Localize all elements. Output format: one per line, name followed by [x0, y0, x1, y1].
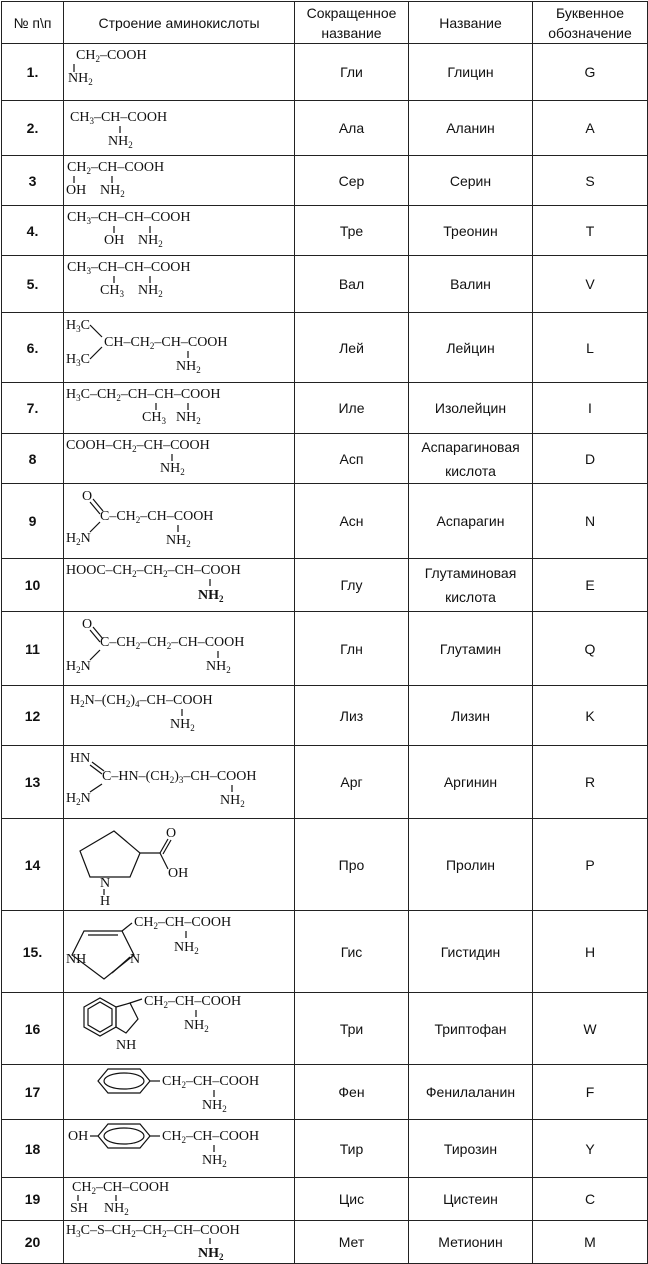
structure-glycine	[64, 44, 295, 101]
row-num: 15.	[2, 911, 64, 993]
row-letter: G	[533, 44, 648, 101]
row-name: Метионин	[409, 1221, 533, 1264]
row-letter: Q	[533, 612, 648, 686]
structure-isoleucine	[64, 383, 295, 434]
row-abbr: Сер	[295, 156, 409, 206]
row-letter: S	[533, 156, 648, 206]
row-name: Лейцин	[409, 313, 533, 383]
table-row	[2, 206, 648, 256]
row-num: 19	[2, 1178, 64, 1221]
svg-text:H2N–(CH2)4–CH–COOH: $H_2N-(CH_2)_4-CH$–COOH	[70, 693, 213, 709]
svg-text:H3C–CH2–CH–CH–COOH: $H_3C-CH_2-CH-CH$–COOH	[66, 387, 221, 403]
svg-text:CH2–COOH: $CH_2$–COOH	[76, 48, 147, 64]
row-letter: F	[533, 1065, 648, 1120]
svg-text:NH2: $NH_2$	[202, 1098, 227, 1114]
row-num: 13	[2, 746, 64, 819]
row-letter: T	[533, 206, 648, 256]
svg-text:O: O	[82, 489, 93, 504]
header-letter: Буквенное обозначение	[533, 2, 648, 44]
svg-text:NH2: $NH_2$	[220, 793, 245, 809]
structure-leucine	[64, 313, 295, 383]
svg-text:OH: OH	[68, 1129, 89, 1144]
svg-text:NH2: $NH_2$	[198, 588, 224, 604]
svg-text:COOH–CH2–CH–COOH: COOH–$CH_2-CH$–COOH	[66, 438, 210, 454]
structure-glutamine	[64, 612, 295, 686]
row-num: 3	[2, 156, 64, 206]
row-letter: V	[533, 256, 648, 313]
row-num: 7.	[2, 383, 64, 434]
table-row	[2, 1178, 648, 1221]
row-abbr: Лей	[295, 313, 409, 383]
table-row	[2, 1221, 648, 1264]
row-abbr: Мет	[295, 1221, 409, 1264]
row-num: 17	[2, 1065, 64, 1120]
structure-alanine	[64, 101, 295, 156]
header-row	[2, 2, 648, 44]
svg-text:CH3–CH–CH–COOH: $CH_3-CH-CH$–COOH	[67, 260, 191, 276]
svg-text:NH2: $NH_2$	[176, 359, 201, 375]
svg-text:H: H	[100, 894, 111, 909]
row-name: Лизин	[409, 686, 533, 746]
row-letter: E	[533, 559, 648, 612]
structure-asparagine	[64, 484, 295, 559]
svg-text:NH2: $NH_2$	[166, 533, 191, 549]
svg-text:NH2: $NH_2$	[206, 659, 231, 675]
row-letter: N	[533, 484, 648, 559]
svg-text:CH3: $CH_3$	[100, 283, 124, 299]
svg-text:OH: OH	[104, 233, 125, 248]
row-letter: R	[533, 746, 648, 819]
table-row	[2, 1065, 648, 1120]
svg-text:CH2–CH–COOH: $CH_2-CH$–COOH	[144, 994, 242, 1010]
row-name: Изолейцин	[409, 383, 533, 434]
row-num: 10	[2, 559, 64, 612]
table-row	[2, 383, 648, 434]
svg-text:CH2–CH–COOH: $CH_2-CH$–COOH	[134, 915, 232, 931]
svg-text:NH2: $NH_2$	[104, 1201, 129, 1217]
row-abbr: Вал	[295, 256, 409, 313]
svg-text:N: N	[100, 876, 111, 891]
svg-text:NH2: $NH_2$	[198, 1246, 224, 1262]
row-num: 11	[2, 612, 64, 686]
structure-arginine	[64, 746, 295, 819]
structure-serine	[64, 156, 295, 206]
row-letter: K	[533, 686, 648, 746]
row-abbr: Лиз	[295, 686, 409, 746]
structure-cysteine	[64, 1178, 295, 1221]
svg-text:NH2: $NH_2$	[160, 461, 185, 477]
structure-lysine	[64, 686, 295, 746]
row-abbr: Гли	[295, 44, 409, 101]
row-letter: A	[533, 101, 648, 156]
table-row	[2, 313, 648, 383]
row-abbr: Арг	[295, 746, 409, 819]
svg-text:C–HN–(CH2)3–CH–COOH: $C-HN-(CH_2)_3-CH$–COOH	[102, 769, 257, 785]
svg-text:H2N: $H_2N$	[66, 531, 91, 547]
table-row	[2, 911, 648, 993]
svg-text:H3C: $H_3C$	[66, 352, 90, 368]
row-name: Валин	[409, 256, 533, 313]
table-row	[2, 746, 648, 819]
row-name: Треонин	[409, 206, 533, 256]
svg-text:HOOC–CH2–CH2–CH–COOH: HOOC–$CH_2-CH_2-CH$–COOH	[66, 563, 241, 579]
row-name: Пролин	[409, 819, 533, 911]
svg-text:CH2–CH–COOH: $CH_2-CH$–COOH	[162, 1074, 260, 1090]
row-num: 14	[2, 819, 64, 911]
row-name: Серин	[409, 156, 533, 206]
row-name: Глутамин	[409, 612, 533, 686]
svg-text:SH: SH	[70, 1201, 88, 1216]
row-num: 18	[2, 1120, 64, 1178]
svg-text:NH: NH	[116, 1038, 137, 1053]
header-structure: Строение аминокислоты	[64, 2, 295, 44]
table-row	[2, 484, 648, 559]
svg-text:H3C: $H_3C$	[66, 318, 90, 334]
row-letter: I	[533, 383, 648, 434]
row-num: 2.	[2, 101, 64, 156]
svg-text:NH2: $NH_2$	[170, 717, 195, 733]
row-name: Аланин	[409, 101, 533, 156]
svg-text:CH2–CH–COOH: $CH_2-CH$–COOH	[67, 160, 165, 176]
structure-tyrosine	[64, 1120, 295, 1178]
svg-text:CH3–CH–COOH: $CH_3-CH$–COOH	[70, 110, 168, 126]
row-name: Фенилаланин	[409, 1065, 533, 1120]
row-name: Гистидин	[409, 911, 533, 993]
svg-text:CH3: $CH_3$	[142, 410, 166, 426]
svg-text:NH2: $NH_2$	[174, 940, 199, 956]
row-abbr: Глн	[295, 612, 409, 686]
header-abbr: Сокращенное название	[295, 2, 409, 44]
svg-text:NH2: $NH_2$	[176, 410, 201, 426]
row-name: Аспарагин	[409, 484, 533, 559]
row-letter: C	[533, 1178, 648, 1221]
svg-text:H3C–S–CH2–CH2–CH–COOH: $H_3C-S-CH_2-CH_2-CH$–COOH	[66, 1223, 240, 1239]
row-abbr: Асп	[295, 434, 409, 484]
svg-text:O: O	[166, 826, 177, 841]
svg-text:H2N: $H_2N$	[66, 791, 91, 807]
row-abbr: Тре	[295, 206, 409, 256]
table-row	[2, 612, 648, 686]
structure-proline	[64, 819, 295, 911]
row-abbr: Фен	[295, 1065, 409, 1120]
structure-methionine	[64, 1221, 295, 1264]
structure-tryptophan	[64, 993, 295, 1065]
structure-threonine	[64, 206, 295, 256]
svg-text:CH2–CH–COOH: $CH_2-CH$–COOH	[72, 1180, 170, 1196]
svg-text:H2N: $H_2N$	[66, 659, 91, 675]
svg-text:NH: NH	[66, 952, 87, 967]
table-row	[2, 434, 648, 484]
row-num: 8	[2, 434, 64, 484]
table-row	[2, 156, 648, 206]
row-num: 9	[2, 484, 64, 559]
row-letter: M	[533, 1221, 648, 1264]
row-name: Цистеин	[409, 1178, 533, 1221]
row-name: Аргинин	[409, 746, 533, 819]
svg-text:NH2: $NH_2$	[138, 233, 163, 249]
header-name: Название	[409, 2, 533, 44]
svg-text:NH2: $NH_2$	[100, 183, 125, 199]
row-num: 6.	[2, 313, 64, 383]
row-abbr: Три	[295, 993, 409, 1065]
svg-text:C–CH2–CH–COOH: $C-CH_2-CH$–COOH	[100, 509, 214, 525]
table-row	[2, 256, 648, 313]
row-letter: D	[533, 434, 648, 484]
svg-text:C–CH2–CH2–CH–COOH: $C-CH_2-CH_2-CH$–COOH	[100, 635, 245, 651]
row-abbr: Гис	[295, 911, 409, 993]
svg-text:N: N	[130, 952, 141, 967]
row-abbr: Иле	[295, 383, 409, 434]
svg-text:NH2: $NH_2$	[108, 134, 133, 150]
structure-glutamic-acid	[64, 559, 295, 612]
row-abbr: Цис	[295, 1178, 409, 1221]
row-abbr: Тир	[295, 1120, 409, 1178]
structure-histidine	[64, 911, 295, 993]
svg-text:OH: OH	[168, 866, 189, 881]
row-abbr: Асн	[295, 484, 409, 559]
svg-text:CH–CH2–CH–COOH: $CH-CH_2-CH$–COOH	[104, 335, 228, 351]
row-abbr: Глу	[295, 559, 409, 612]
svg-text:NH2: $NH_2$	[184, 1018, 209, 1034]
table-row	[2, 44, 648, 101]
row-name: Триптофан	[409, 993, 533, 1065]
row-letter: L	[533, 313, 648, 383]
svg-text:HN: HN	[70, 751, 91, 766]
svg-text:NH2: $NH_2$	[138, 283, 163, 299]
svg-text:NH2: $NH_2$	[68, 71, 93, 87]
row-name: Глицин	[409, 44, 533, 101]
table-row	[2, 993, 648, 1065]
table-row	[2, 559, 648, 612]
header-num: № п\п	[2, 2, 64, 44]
row-letter: W	[533, 993, 648, 1065]
row-letter: Y	[533, 1120, 648, 1178]
structure-aspartic-acid	[64, 434, 295, 484]
svg-text:NH2: $NH_2$	[202, 1153, 227, 1169]
structure-valine	[64, 256, 295, 313]
row-letter: P	[533, 819, 648, 911]
structure-phenylalanine	[64, 1065, 295, 1120]
row-name: Тирозин	[409, 1120, 533, 1178]
row-num: 12	[2, 686, 64, 746]
row-num: 16	[2, 993, 64, 1065]
row-num: 1.	[2, 44, 64, 101]
row-num: 20	[2, 1221, 64, 1264]
svg-text:OH: OH	[66, 183, 87, 198]
table-row	[2, 101, 648, 156]
row-letter: H	[533, 911, 648, 993]
row-abbr: Про	[295, 819, 409, 911]
table-row	[2, 819, 648, 911]
svg-text:CH2–CH–COOH: $CH_2-CH$–COOH	[162, 1129, 260, 1145]
row-abbr: Ала	[295, 101, 409, 156]
row-name: Глутаминовая кислота	[409, 559, 533, 612]
table-row	[2, 1120, 648, 1178]
table-row	[2, 686, 648, 746]
amino-acid-table	[1, 1, 648, 1264]
svg-text:CH3–CH–CH–COOH: $CH_3-CH-CH$–COOH	[67, 210, 191, 226]
row-num: 4.	[2, 206, 64, 256]
row-num: 5.	[2, 256, 64, 313]
row-name: Аспарагиновая кислота	[409, 434, 533, 484]
svg-text:O: O	[82, 617, 93, 632]
